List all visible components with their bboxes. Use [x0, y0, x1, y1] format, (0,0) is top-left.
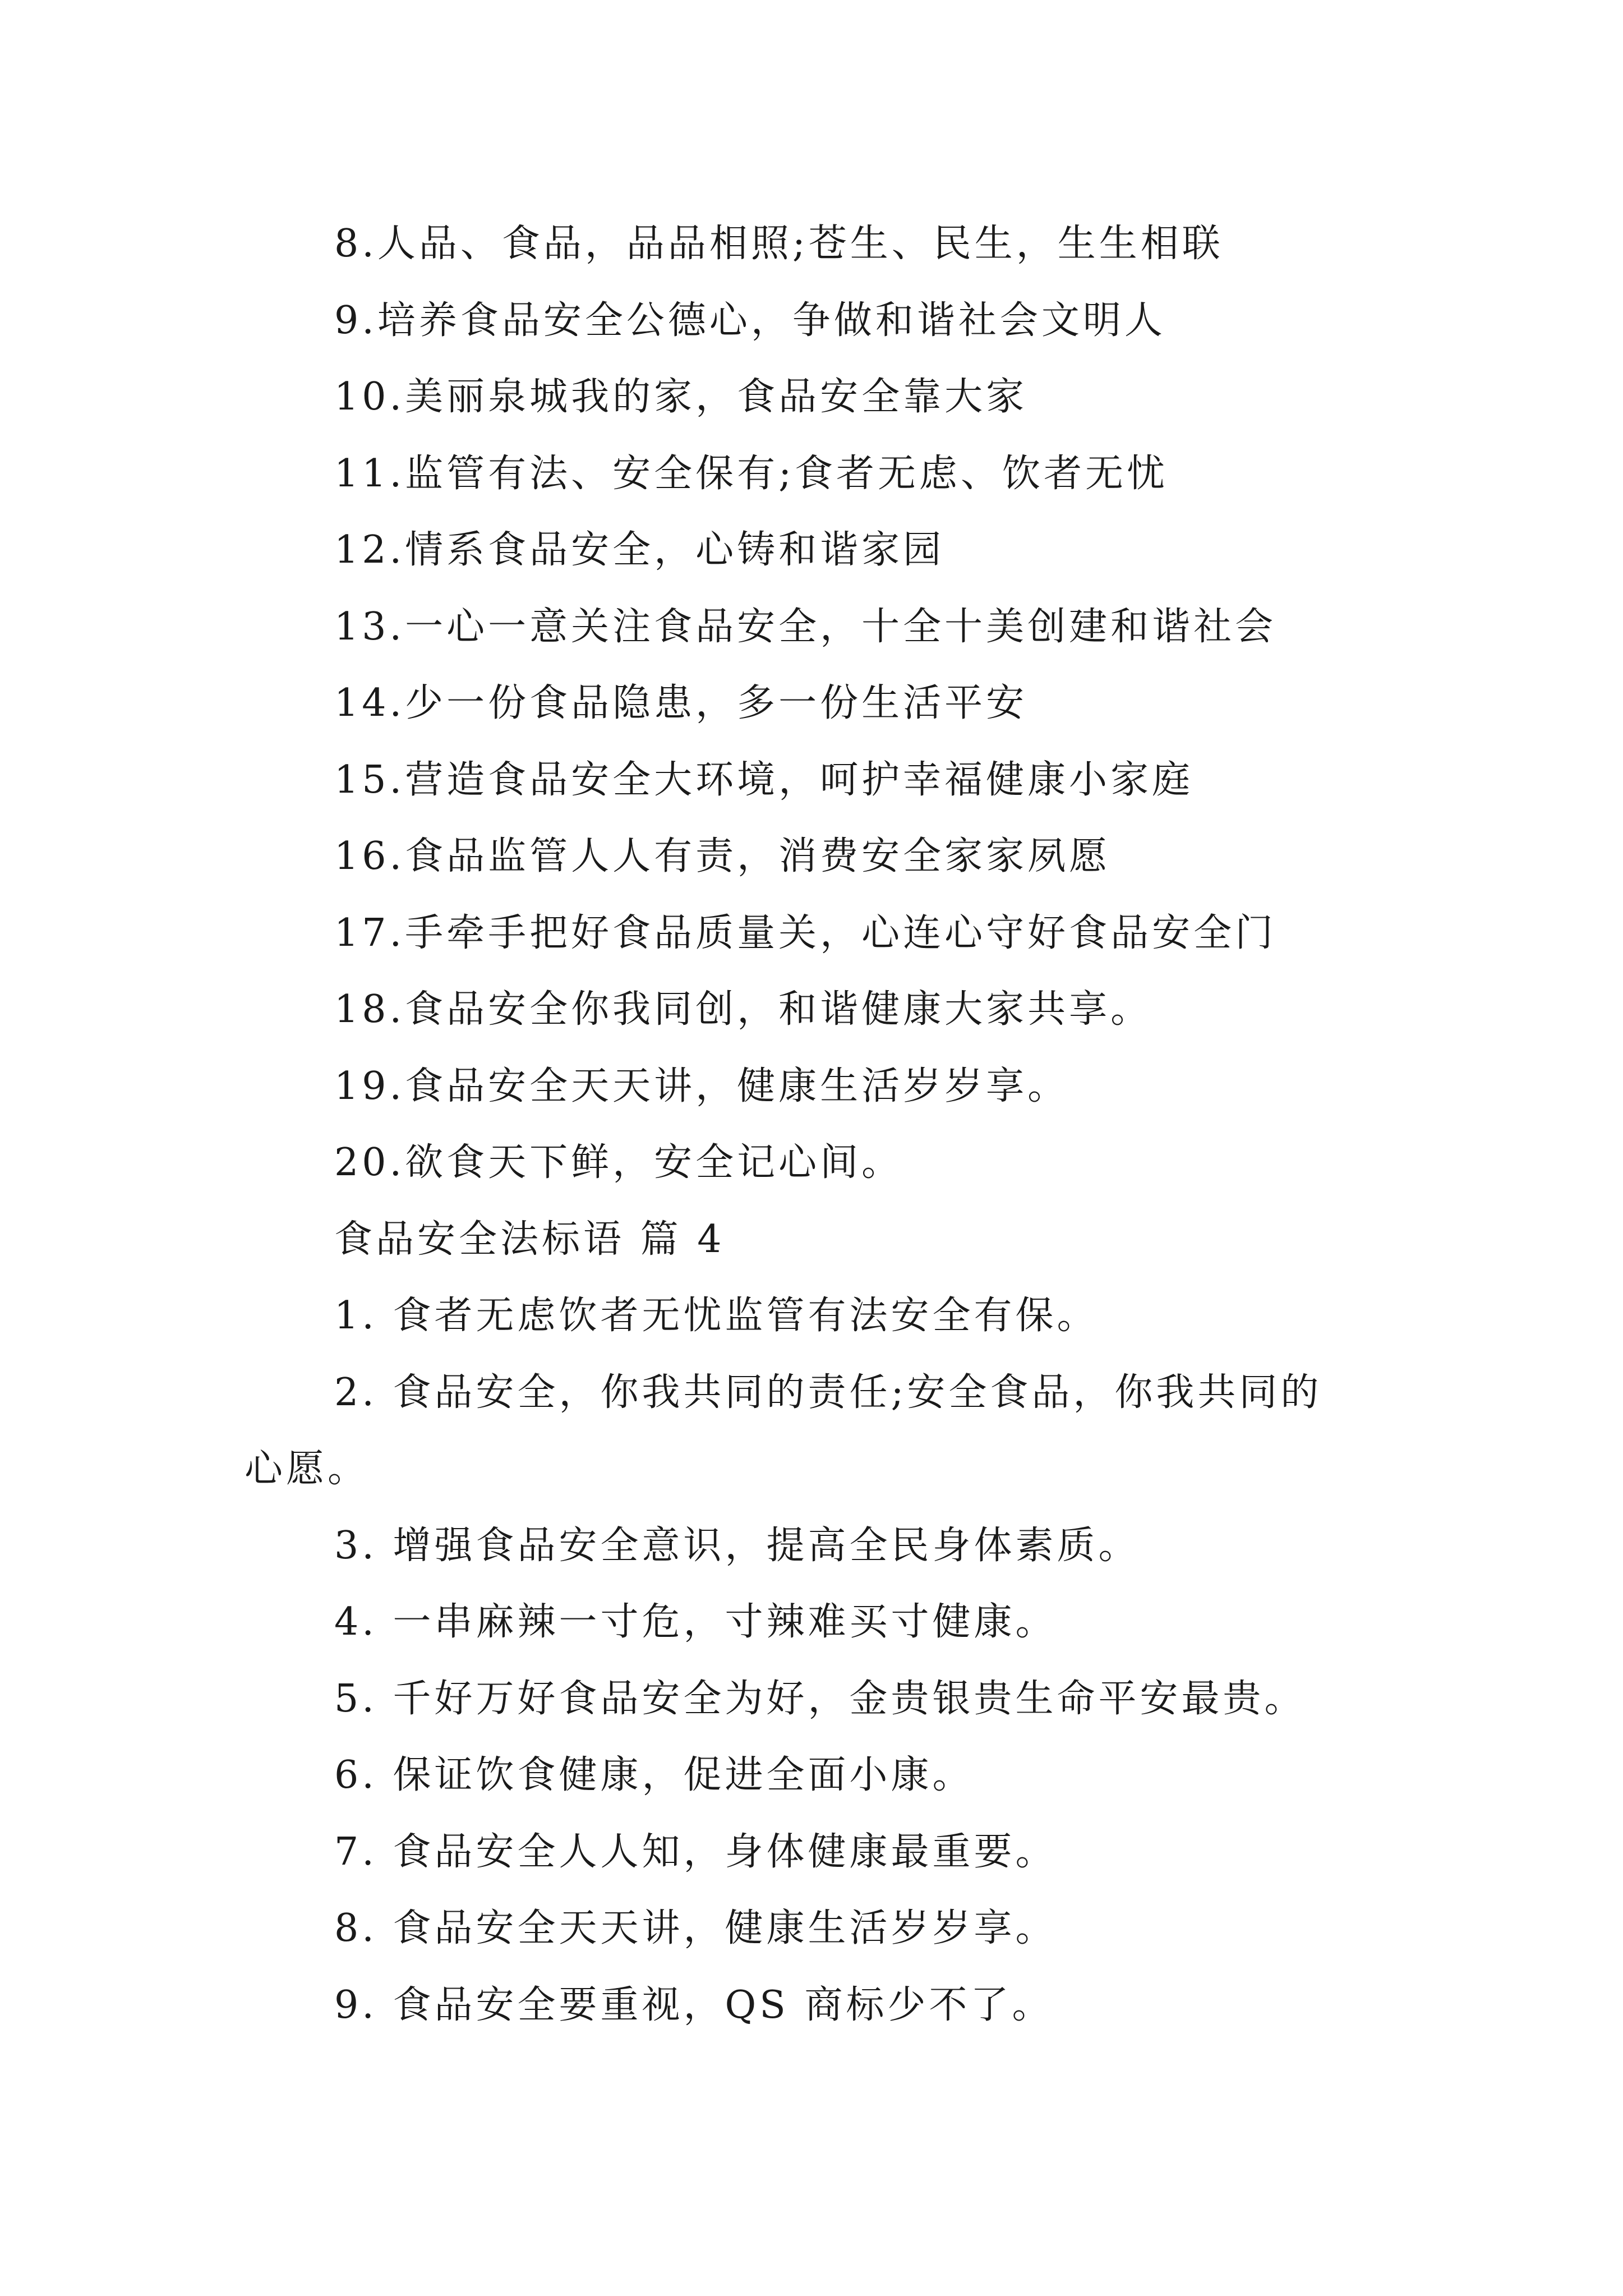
slogan-line-18: 18.食品安全你我同创，和谐健康大家共享。 [334, 987, 1152, 1032]
slogan-line-12: 12.情系食品安全，心铸和谐家园 [334, 528, 945, 572]
slogan-line-14: 14.少一份食品隐患，多一份生活平安 [334, 681, 1028, 725]
slogan-line-8: 8.人品、食品，品品相照;苍生、民生，生生相联 [334, 222, 1224, 266]
slogan-line-20: 20.欲食天下鲜，安全记心间。 [334, 1140, 903, 1185]
slogan-line-4-3: 3. 增强食品安全意识，提高全民身体素质。 [334, 1524, 1140, 1568]
slogan-line-4-1: 1. 食者无虑饮者无忧监管有法安全有保。 [334, 1294, 1099, 1338]
slogan-line-13: 13.一心一意关注食品安全，十全十美创建和谐社会 [334, 605, 1277, 649]
slogan-line-19: 19.食品安全天天讲，健康生活岁岁享。 [334, 1064, 1069, 1108]
slogan-line-4-4: 4. 一串麻辣一寸危，寸辣难买寸健康。 [334, 1600, 1057, 1644]
slogan-line-4-7: 7. 食品安全人人知，身体健康最重要。 [334, 1830, 1057, 1874]
slogan-line-9: 9.培养食品安全公德心，争做和谐社会文明人 [334, 298, 1166, 343]
section-heading: 食品安全法标语 篇 4 [334, 1217, 725, 1262]
slogan-line-4-9: 9. 食品安全要重视，QS 商标少不了。 [334, 1983, 1054, 2027]
slogan-line-4-5: 5. 千好万好食品安全为好，金贵银贵生命平安最贵。 [334, 1677, 1306, 1721]
slogan-line-4-2: 2. 食品安全，你我共同的责任;安全食品，你我共同的 [334, 1370, 1322, 1415]
slogan-line-17: 17.手牵手把好食品质量关，心连心守好食品安全门 [334, 911, 1277, 955]
slogan-line-10: 10.美丽泉城我的家，食品安全靠大家 [334, 375, 1028, 419]
slogan-line-4-6: 6. 保证饮食健康，促进全面小康。 [334, 1753, 974, 1797]
slogan-line-15: 15.营造食品安全大环境，呵护幸福健康小家庭 [334, 758, 1194, 802]
slogan-line-11: 11.监管有法、安全保有;食者无虑、饮者无忧 [334, 452, 1169, 496]
slogan-line-4-8: 8. 食品安全天天讲，健康生活岁岁享。 [334, 1906, 1057, 1950]
slogan-line-4-2-cont: 心愿。 [245, 1447, 370, 1491]
slogan-line-16: 16.食品监管人人有责，消费安全家家夙愿 [334, 834, 1111, 878]
